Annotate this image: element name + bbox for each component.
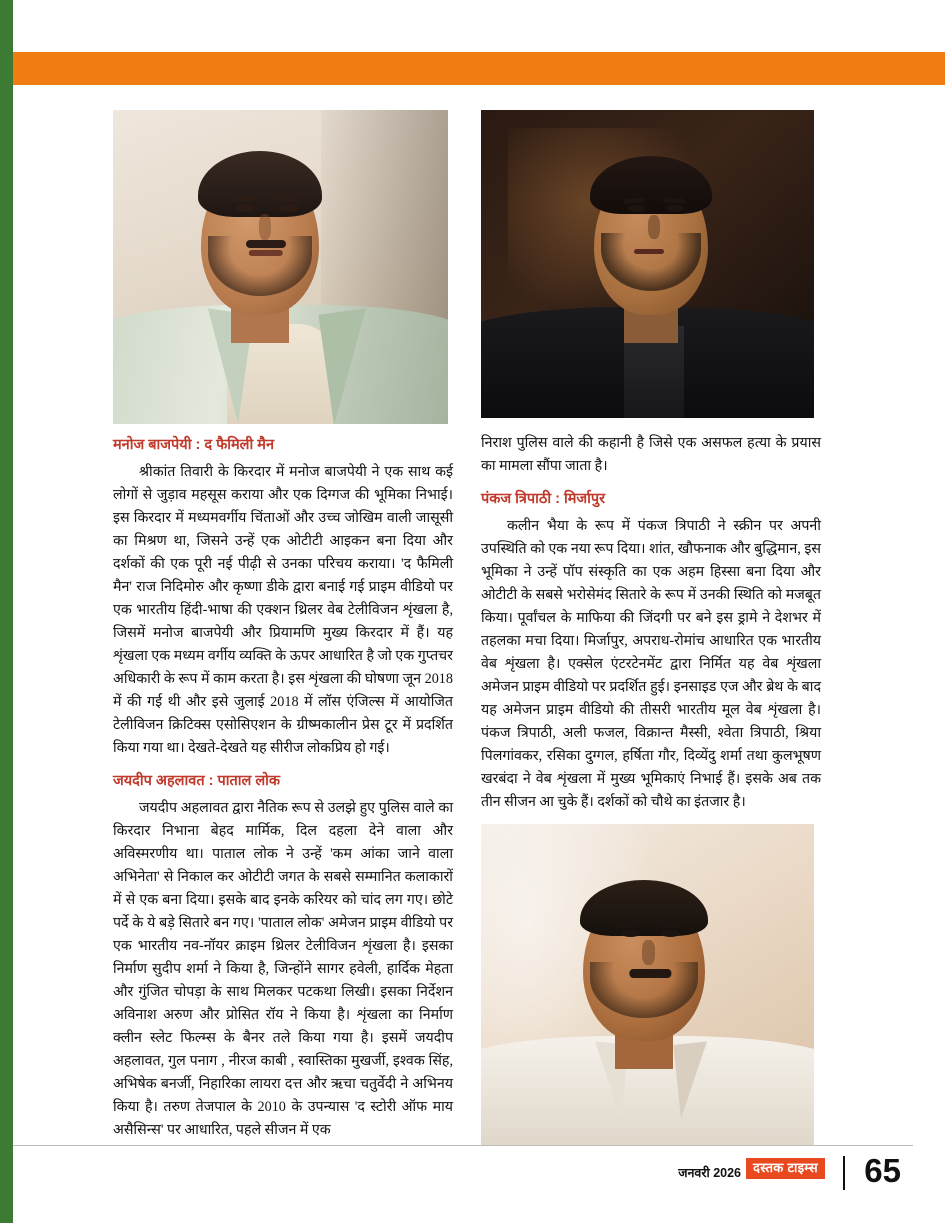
footer-divider — [13, 1145, 913, 1146]
section-body-jaideep-ahlawat: जयदीप अहलावत द्वारा नैतिक रूप से उलझे हुए पुलिस वाले का किरदार निभाना बेहद मार्मिक, दिल दहला देने वाला और अविस्मरणीय था। पाताल लोक ने उन्हें 'कम आंका जाने वाला अभिनेता' से निकाल कर ओटीटी जगत के सबसे सम्मानित कलाकारों में से एक बना दिया। इसके बाद इनके करियर को चांद लग गए। छोटे पर्दे के ये बड़े सितारे बन गए। 'पाताल लोक' अमेजन प्राइम वीडियो पर एक भारतीय नव-नॉयर क्राइम थ्रिलर टेलीविजन शृंखला है। इसका निर्माण सुदीप शर्मा ने किया है, जिन्होंने सागर हवेली, हार्दिक मेहता और गुंजित चोपड़ा के साथ मिलकर पटकथा लिखी। इसका निर्देशन अविनाश अरुण और प्रोसित रॉय ने किया है। शृंखला का निर्माण क्लीन स्लेट फिल्म्स के बैनर तले किया गया है। इसमें जयदीप अहलावत, गुल पनाग , नीरज काबी , स्वास्तिका मुखर्जी, इश्वक सिंह, अभिषेक बनर्जी, निहारिका लायरा दत्त और ऋचा चतुर्वेदी ने अभिनय किया है। तरुण तेजपाल के 2010 के उपन्यास 'द स्टोरी ऑफ माय असैसिन्स' पर आधारित, पहले सीजन में एक — [113, 799, 453, 1138]
section-heading-manoj-bajpayee: मनोज बाजपेयी : द फैमिली मैन — [113, 437, 275, 453]
manoj-bajpayee-portrait — [113, 110, 448, 424]
top-orange-band — [13, 52, 945, 85]
section-heading-pankaj-tripathi: पंकज त्रिपाठी : मिर्जापुर — [481, 491, 606, 507]
article-content — [113, 110, 833, 1140]
page-number: 65 — [864, 1152, 901, 1189]
left-column — [113, 110, 453, 1142]
top-white-gap — [13, 85, 945, 89]
magazine-logo: दस्तक टाइम्स — [746, 1158, 825, 1179]
left-green-bar — [0, 0, 13, 1223]
right-column — [481, 110, 821, 1146]
jaideep-ahlawat-portrait — [481, 824, 814, 1146]
footer-separator — [843, 1156, 845, 1190]
continuation-paragraph: निराश पुलिस वाले की कहानी है जिसे एक असफल हत्या के प्रयास का मामला सौंपा जाता है। — [481, 435, 821, 474]
pankaj-tripathi-portrait — [481, 110, 814, 418]
section-body-pankaj-tripathi: कलीन भैया के रूप में पंकज त्रिपाठी ने स्क्रीन पर अपनी उपस्थिति को एक नया रूप दिया। शांत, खौफनाक और बुद्धिमान, इस भूमिका ने उन्हें पॉप संस्कृति का एक अहम हिस्सा बना दिया और ओटीटी के सबसे भरोसेमंद सितारे के रूप में उनकी स्थिति को मजबूत किया। पूर्वांचल के माफिया की जिंदगी पर बने इस ड्रामे ने देशभर में तहलका मचा दिया। मिर्जापुर, अपराध-रोमांच आधारित एक भारतीय वेब शृंखला है। एक्सेल एंटरटेनमेंट द्वारा निर्मित यह वेब शृंखला अमेजन प्राइम वीडियो पर प्रदर्शित हुई। इनसाइड एज और ब्रेथ के बाद यह अमेजन प्राइम वीडियो की तीसरी भारतीय मूल वेब शृंखला है। पंकज त्रिपाठी, अली फजल, विक्रान्त मैस्सी, श्वेता त्रिपाठी, श्रिया पिलगांवकर, रसिका दुग्गल, हर्षिता गौर, दिव्येंदु शर्मा तथा कुलभूषण खरबंदा ने वेब शृंखला में मुख्य भूमिकाएं निभाई हैं। इसके अब तक तीन सीजन आ चुके हैं। दर्शकों को चौथे का इंतजार है। — [481, 517, 821, 810]
section-heading-jaideep-ahlawat: जयदीप अहलावत : पाताल लोक — [113, 772, 281, 789]
page-footer — [13, 1152, 923, 1204]
footer-issue-date: जनवरी 2026 — [678, 1166, 741, 1180]
section-body-manoj-bajpayee: श्रीकांत तिवारी के किरदार में मनोज बाजपेयी ने एक साथ कई लोगों से जुड़ाव महसूस कराया और एक दिग्गज की भूमिका निभाई। इस किरदार में मध्यमवर्गीय चिंताओं और उच्च जोखिम वाली जासूसी का मिश्रण था, जिसने उन्हें एक ओटीटी आइकन बना दिया और दर्शकों की एक पूरी नई पीढ़ी से उनका परिचय कराया। 'द फैमिली मैन' राज निदिमोरु और कृष्णा डीके द्वारा बनाई गई प्राइम वीडियो पर एक भारतीय हिंदी-भाषा की एक्शन थ्रिलर वेब टेलीविजन शृंखला है, जिसमें मनोज बाजपेयी और प्रियामणि मुख्य किरदार में हैं। यह शृंखला एक मध्यम वर्गीय व्यक्ति के ऊपर आधारित है जो एक गुप्तचर अधिकारी के रूप में काम करता है। इस शृंखला की घोषणा जून 2018 में की गई थी और इसे जुलाई 2018 में लॉस एंजिल्स में आयोजित टेलीविजन क्रिटिक्स एसोसिएशन के ग्रीष्मकालीन प्रेस टूर में प्रदर्शित किया गया था। देखते-देखते यह सीरीज लोकप्रिय हो गई। — [113, 463, 453, 756]
